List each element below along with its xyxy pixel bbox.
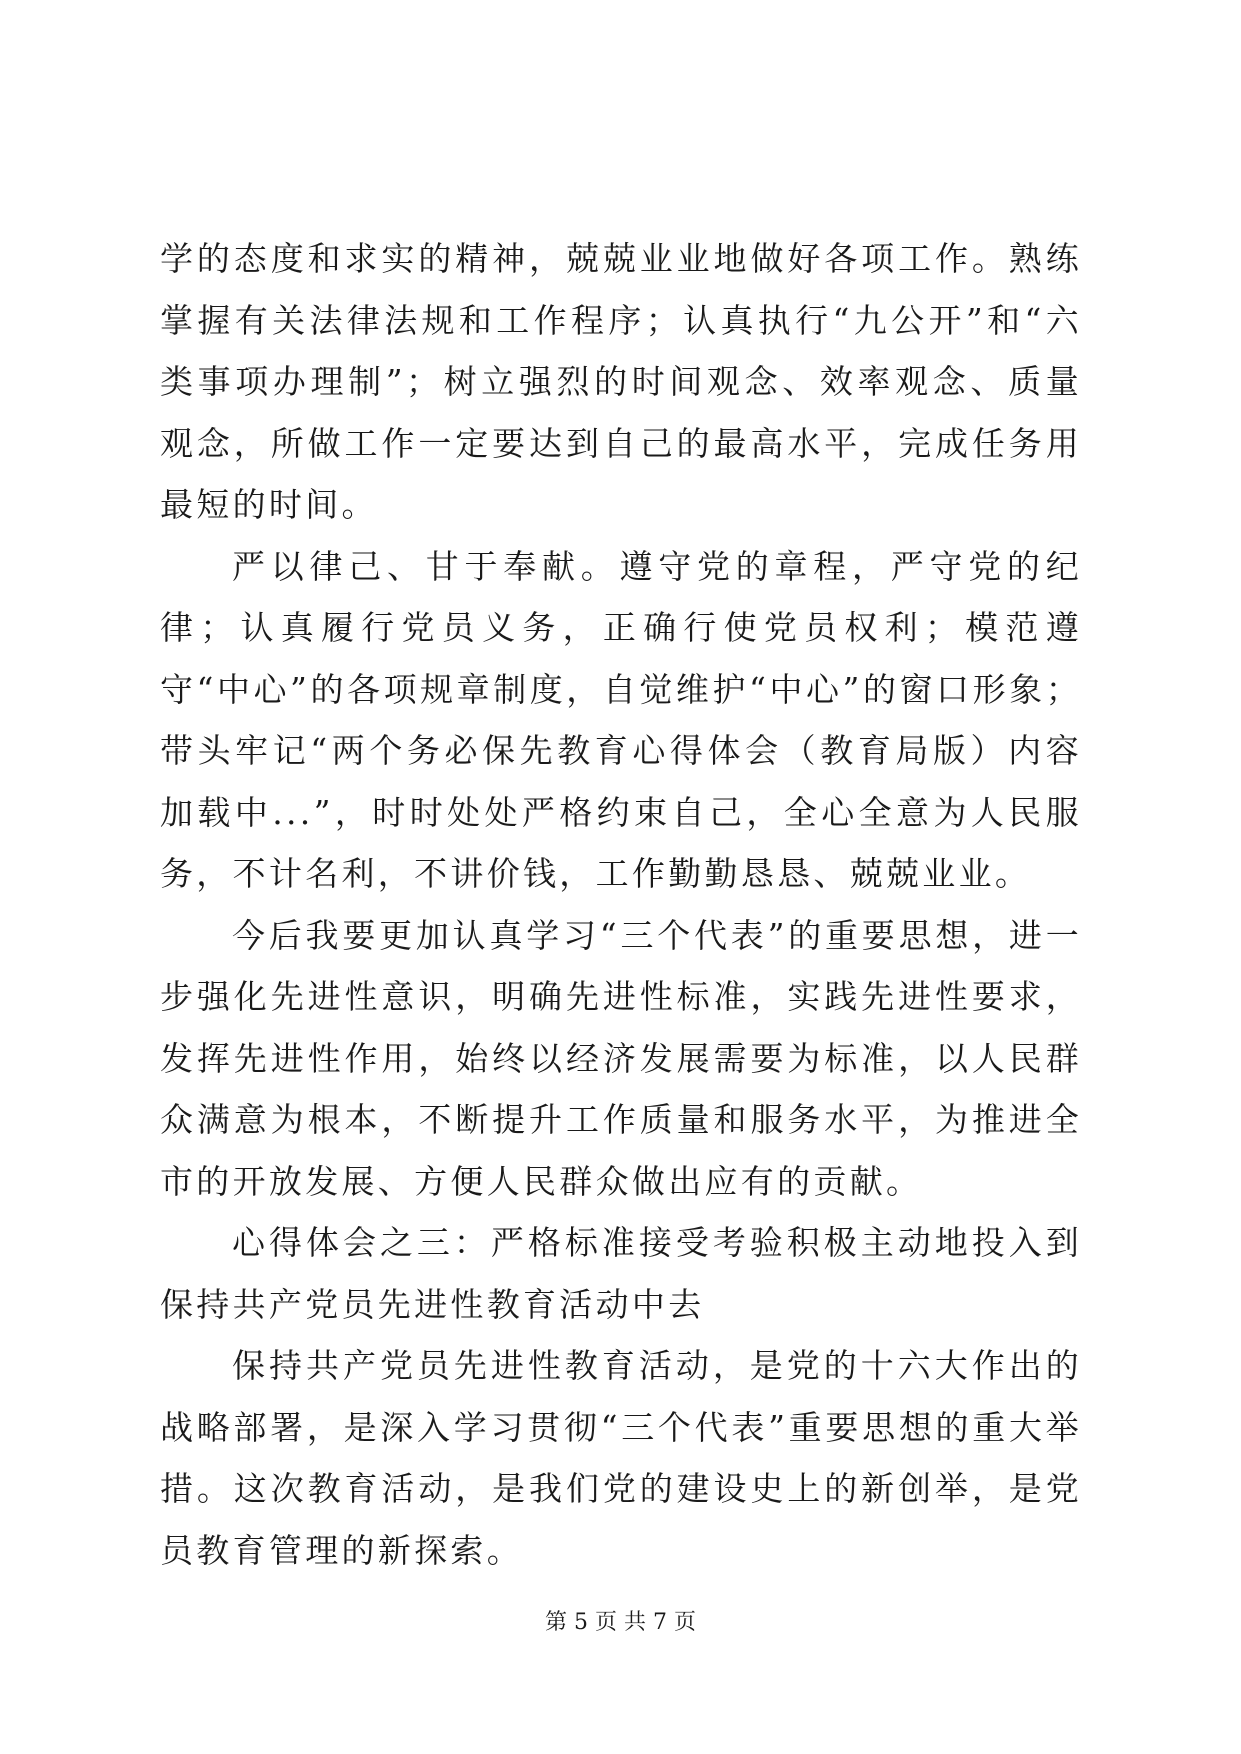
paragraph-4: 保持共产党员先进性教育活动，是党的十六大作出的战略部署，是深入学习贯彻“三个代表”重要思想的重大举措。这次教育活动，是我们党的建设史上的新创举，是党员教育管理的新探索。 xyxy=(160,1346,1082,1570)
paragraph-2: 严以律己、甘于奉献。遵守党的章程，严守党的纪律；认真履行党员义务，正确行使党员权利；模范遵守“中心”的各项规章制度，自觉维护“中心”的窗口形象；带头牢记“两个务必保先教育心得体会（教育局版）内容加载中...”，时时处处严格约束自己，全心全意为人民服务，不计名利，不讲价钱，工作勤勤恳恳、兢兢业业。 xyxy=(160,546,1082,893)
section-heading: 心得体会之三：严格标准接受考验积极主动地投入到保持共产党员先进性教育活动中去 xyxy=(160,1223,1082,1324)
paragraph-1: 学的态度和求实的精神，兢兢业业地做好各项工作。熟练掌握有关法律法规和工作程序；认真执行“九公开”和“六类事项办理制”；树立强烈的时间观念、效率观念、质量观念，所做工作一定要达到自己的最高水平，完成任务用最短的时间。 xyxy=(160,239,1082,524)
document-body xyxy=(160,228,1082,1581)
paragraph-3: 今后我要更加认真学习“三个代表”的重要思想，进一步强化先进性意识，明确先进性标准，实践先进性要求，发挥先进性作用，始终以经济发展需要为标准，以人民群众满意为根本，不断提升工作质量和服务水平，为推进全市的开放发展、方便人民群众做出应有的贡献。 xyxy=(160,915,1082,1201)
page-number-footer: 第 5 页 共 7 页 xyxy=(545,1610,696,1635)
